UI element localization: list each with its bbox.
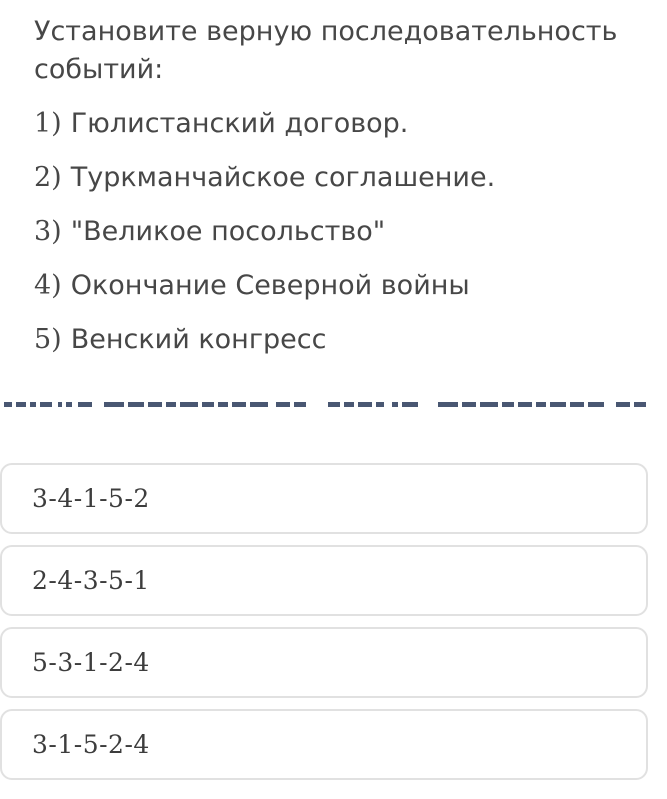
- event-item: [34, 313, 634, 367]
- event-text: Гюлистанский договор.: [70, 108, 409, 139]
- dashed-divider: [0, 398, 648, 412]
- answer-option-label: 2-4-3-5-1: [32, 566, 150, 595]
- event-item: [34, 151, 634, 205]
- event-number: 2): [34, 162, 62, 193]
- answer-option[interactable]: [0, 709, 648, 780]
- answer-options: [0, 463, 648, 791]
- question-title: Установите верную последовательность событий:: [34, 16, 618, 85]
- answer-option-label: 3-1-5-2-4: [32, 730, 150, 759]
- event-item: [34, 259, 634, 313]
- event-item: [34, 205, 634, 259]
- answer-option[interactable]: [0, 463, 648, 534]
- event-number: 5): [34, 324, 62, 355]
- event-text: Окончание Северной войны: [70, 270, 470, 301]
- event-list: [34, 97, 634, 367]
- event-text: Туркманчайское соглашение.: [70, 162, 496, 193]
- event-number: 3): [34, 216, 62, 247]
- answer-option[interactable]: [0, 627, 648, 698]
- event-text: Венский конгресс: [70, 324, 327, 355]
- question-block: [34, 13, 634, 367]
- divider-graphic: [0, 398, 648, 412]
- answer-option[interactable]: [0, 545, 648, 616]
- event-text: "Великое посольство": [70, 216, 386, 247]
- event-number: 1): [34, 108, 62, 139]
- answer-option-label: 3-4-1-5-2: [32, 484, 150, 513]
- answer-option-label: 5-3-1-2-4: [32, 648, 150, 677]
- event-item: [34, 97, 634, 151]
- event-number: 4): [34, 270, 62, 301]
